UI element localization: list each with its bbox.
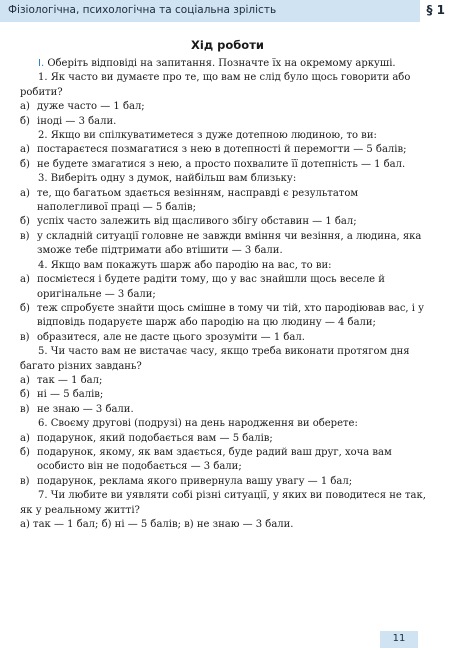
option-label: а) <box>20 144 30 156</box>
option-label: а) <box>20 274 30 286</box>
answer-option <box>20 446 428 475</box>
option-text: не знаю — 3 бали. <box>37 403 134 415</box>
option-label: а) <box>20 432 30 444</box>
answer-option <box>20 388 428 402</box>
option-text: подарунок, який подобається вам — 5 балів; <box>37 432 273 444</box>
intro-text: Оберіть відповіді на запитання. Позначте їх на окремому аркуші. <box>47 58 396 69</box>
question-text: 7. Чи любите ви уявляти собі різні ситуації, у яких ви поводитеся не так, як у реальному житті? <box>20 490 426 516</box>
main-content <box>20 57 428 532</box>
option-label: б) <box>20 389 30 401</box>
question-text: 6. Своєму другові (подрузі) на день народження ви оберете: <box>38 418 358 430</box>
question-text: 2. Якщо ви спілкуватиметеся з дуже дотепною людиною, то ви: <box>38 130 377 142</box>
question-text: 3. Виберіть одну з думок, найбільш вам близьку: <box>38 173 297 185</box>
q7-answers: а) так — 1 бал; б) ні — 5 балів; в) не знаю — 3 бали. <box>20 519 294 530</box>
option-label: в) <box>20 475 30 487</box>
option-text: іноді — 3 бали. <box>37 115 117 127</box>
answer-option <box>20 273 428 302</box>
option-label: а) <box>20 101 30 113</box>
question-text: 4. Якщо вам покажуть шарж або пародію на вас, то ви: <box>38 259 332 271</box>
option-text: у складній ситуації головне не завжди вміння чи везіння, а людина, яка зможе тебе підтримати або втішити — 3 бали. <box>37 230 422 257</box>
option-text: постараєтеся позмагатися з нею в дотепності й перемогти — 5 балів; <box>37 144 407 156</box>
answer-option <box>20 100 428 114</box>
answer-option <box>20 475 428 489</box>
option-text: посмієтеся і будете радіти тому, що у вас знайшли щось веселе й оригінальне — 3 бали; <box>37 274 385 300</box>
question-text: 1. Як часто ви думаєте про те, що вам не слід було щось говорити або робити? <box>20 72 411 98</box>
answer-option <box>20 158 428 172</box>
option-text: подарунок, якому, як вам здається, буде радий ваш друг, хоча вам особисто він не подобається — 3 бали; <box>37 446 392 473</box>
section-number: § 1 <box>426 3 445 17</box>
option-label: б) <box>20 446 30 458</box>
answer-option <box>20 374 428 388</box>
page-header <box>0 0 455 22</box>
header-title: Фізіологічна, психологічна та соціальна зрілість <box>8 4 277 16</box>
option-text: дуже часто — 1 бал; <box>37 101 145 113</box>
option-label: б) <box>20 216 30 228</box>
option-text: подарунок, реклама якого привернула вашу увагу — 1 бал; <box>37 475 353 487</box>
option-text: успіх часто залежить від щасливого збігу обставин — 1 бал; <box>37 216 357 228</box>
answer-option <box>20 302 428 331</box>
answer-option <box>20 215 428 229</box>
option-text: ні — 5 балів; <box>37 389 104 401</box>
option-label: а) <box>20 374 30 386</box>
option-text: теж спробуєте знайти щось смішне в тому чи тій, хто пародіював вас, і у відповідь подаруєте шарж або пародію на цю людину — 4 бали; <box>37 302 425 329</box>
answer-option <box>20 115 428 129</box>
option-label: а) <box>20 187 30 199</box>
answer-option <box>20 230 428 259</box>
option-text: образитеся, але не дасте цього зрозуміти — 1 бал. <box>37 331 305 343</box>
question-list <box>20 71 428 518</box>
option-label: в) <box>20 403 30 415</box>
option-label: б) <box>20 158 30 170</box>
roman-numeral: І. <box>38 58 45 69</box>
option-label: б) <box>20 302 30 314</box>
option-text: те, що багатьом здається везінням, насправді є результатом наполегливої праці — 5 балів; <box>37 187 359 214</box>
option-text: так — 1 бал; <box>37 374 103 386</box>
answer-option <box>20 187 428 216</box>
option-label: в) <box>20 331 30 343</box>
page-number: 11 <box>392 633 406 644</box>
answer-option <box>20 143 428 157</box>
option-label: в) <box>20 230 30 242</box>
option-label: б) <box>20 115 30 127</box>
option-text: не будете змагатися з нею, а просто похвалите її дотепність — 1 бал. <box>37 158 406 170</box>
page-heading: Хід роботи <box>191 38 264 52</box>
answer-option <box>20 331 428 345</box>
intro-paragraph <box>20 57 428 71</box>
answer-option <box>20 432 428 446</box>
question-text: 5. Чи часто вам не вистачає часу, якщо треба виконати протягом дня багато різних завдань? <box>20 346 410 372</box>
answer-option <box>20 403 428 417</box>
